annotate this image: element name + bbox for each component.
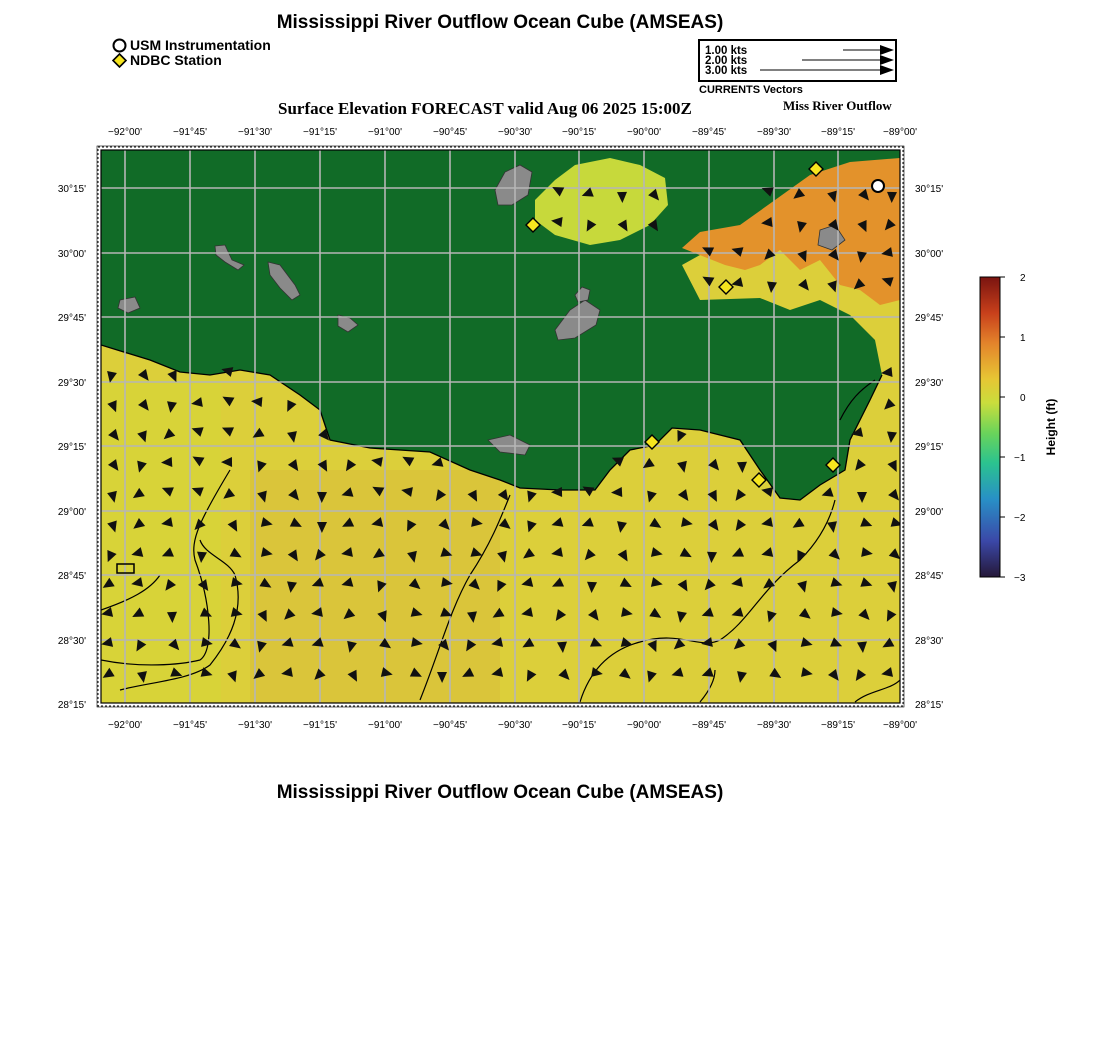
region-label: Miss River Outflow <box>783 98 892 113</box>
colorbar-label: Height (ft) <box>1044 398 1058 456</box>
lon-tick-label: −90°45' <box>433 720 467 731</box>
colorbar-tick-label: −3 <box>1014 573 1026 584</box>
lon-tick-label: −90°30' <box>498 127 532 138</box>
lon-tick-label: −89°45' <box>692 127 726 138</box>
lat-tick-label: 29°15' <box>57 442 86 453</box>
lat-tick-label: 29°30' <box>915 378 944 389</box>
vector-key-row-2: 2.00 kts <box>705 55 748 67</box>
lat-tick-label: 29°45' <box>915 313 944 324</box>
lon-tick-label: −90°30' <box>498 720 532 731</box>
vector-key-title: CURRENTS Vectors <box>699 84 803 96</box>
vector-key-row-3: 3.00 kts <box>705 65 748 77</box>
lat-tick-label: 28°45' <box>57 571 86 582</box>
lon-tick-label: −89°45' <box>692 720 726 731</box>
lat-tick-label: 28°15' <box>57 700 86 711</box>
lat-tick-label: 29°00' <box>915 507 944 518</box>
map-area <box>101 150 903 703</box>
lon-tick-label: −90°00' <box>627 127 661 138</box>
colorbar <box>980 273 1058 584</box>
lat-tick-label: 28°15' <box>915 700 944 711</box>
lon-tick-label: −91°30' <box>238 127 272 138</box>
lat-tick-label: 29°00' <box>57 507 86 518</box>
lon-tick-label: −92°00' <box>108 127 142 138</box>
lon-tick-label: −91°15' <box>303 127 337 138</box>
lon-tick-label: −90°00' <box>627 720 661 731</box>
lon-tick-label: −89°15' <box>821 127 855 138</box>
colorbar-gradient <box>980 277 1000 577</box>
lat-tick-label: 30°15' <box>915 184 944 195</box>
lon-tick-label: −91°00' <box>368 127 402 138</box>
colorbar-tick-label: −2 <box>1014 513 1026 524</box>
lat-tick-label: 30°00' <box>57 249 86 260</box>
lat-tick-label: 28°30' <box>915 636 944 647</box>
lat-tick-label: 29°45' <box>57 313 86 324</box>
colorbar-tick-label: 1 <box>1020 333 1026 344</box>
lat-tick-label: 30°15' <box>57 184 86 195</box>
map-subtitle: Surface Elevation FORECAST valid Aug 06 2025 15:00Z <box>278 99 692 118</box>
vector-key-row-1: 1.00 kts <box>705 45 748 57</box>
lon-tick-label: −91°15' <box>303 720 337 731</box>
lon-tick-label: −91°45' <box>173 720 207 731</box>
lat-tick-label: 28°30' <box>57 636 86 647</box>
lon-tick-label: −89°00' <box>883 720 917 731</box>
lat-tick-label: 28°45' <box>915 571 944 582</box>
lat-labels-left <box>58 184 86 711</box>
lon-tick-label: −91°30' <box>238 720 272 731</box>
lat-labels-right <box>915 184 943 711</box>
lat-tick-label: 29°15' <box>915 442 944 453</box>
lon-tick-label: −89°30' <box>757 720 791 731</box>
lon-tick-label: −91°00' <box>368 720 402 731</box>
page-title: Mississippi River Outflow Ocean Cube (AMSEAS) <box>276 12 724 33</box>
lon-labels-top <box>108 127 917 138</box>
footer-title: Mississippi River Outflow Ocean Cube (AMSEAS) <box>276 782 724 803</box>
legend-label-usm: USM Instrumentation <box>130 37 271 53</box>
lon-tick-label: −90°15' <box>562 720 596 731</box>
lon-tick-label: −90°15' <box>562 127 596 138</box>
legend-label-ndbc: NDBC Station <box>130 52 222 68</box>
lon-tick-label: −89°00' <box>883 127 917 138</box>
lat-tick-label: 30°00' <box>915 249 944 260</box>
lon-tick-label: −89°15' <box>821 720 855 731</box>
colorbar-tick-label: 2 <box>1020 273 1026 284</box>
lon-tick-label: −90°45' <box>433 127 467 138</box>
lon-tick-label: −89°30' <box>757 127 791 138</box>
colorbar-tick-label: −1 <box>1014 453 1026 464</box>
lon-tick-label: −91°45' <box>173 127 207 138</box>
usm-instrument-icon <box>872 180 884 192</box>
colorbar-tick-label: 0 <box>1020 393 1026 404</box>
lat-tick-label: 29°30' <box>57 378 86 389</box>
lon-tick-label: −92°00' <box>108 720 142 731</box>
lon-labels-bottom <box>108 720 917 731</box>
